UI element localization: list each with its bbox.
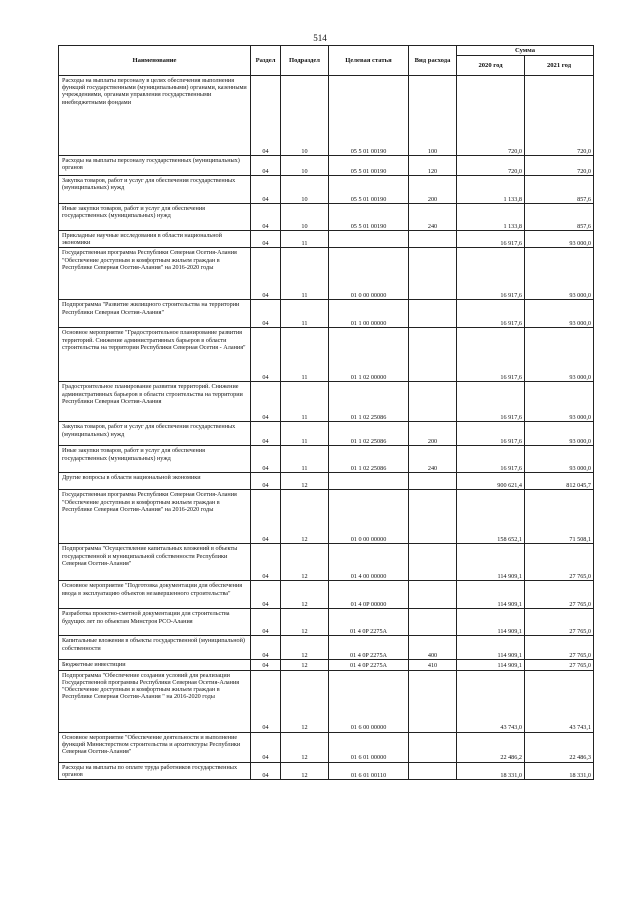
table-row bbox=[59, 762, 594, 779]
row-razdel-cell: 04 bbox=[251, 732, 281, 762]
row-target-article-cell: 01 4 0P 2275А bbox=[329, 609, 409, 636]
row-name-cell: Капитальные вложения в объекты государственной (муниципальной) собственности bbox=[59, 636, 251, 660]
row-podrazdel-cell: 10 bbox=[281, 204, 329, 231]
row-sum-2021-cell: 812 045,7 bbox=[525, 473, 594, 490]
row-podrazdel-cell: 12 bbox=[281, 732, 329, 762]
row-podrazdel-cell: 10 bbox=[281, 176, 329, 204]
table-row bbox=[59, 544, 594, 581]
row-podrazdel-cell: 12 bbox=[281, 670, 329, 732]
row-name-cell: Расходы на выплаты персоналу государственных (муниципальных) органов bbox=[59, 156, 251, 176]
row-expense-type-cell: 410 bbox=[409, 660, 457, 670]
row-sum-2021-cell: 93 000,0 bbox=[525, 422, 594, 446]
row-podrazdel-cell: 11 bbox=[281, 248, 329, 300]
row-target-article-cell: 01 4 0P 00000 bbox=[329, 581, 409, 609]
row-sum-2021-cell: 27 765,0 bbox=[525, 609, 594, 636]
row-name-cell: Градостроительное планирование развития территорий. Снижение административных барьеров в области строительства на территории Республики Северная Осетия-Алания bbox=[59, 382, 251, 422]
row-razdel-cell: 04 bbox=[251, 382, 281, 422]
row-name-cell: Бюджетные инвестиции bbox=[59, 660, 251, 670]
table-row bbox=[59, 732, 594, 762]
budget-table bbox=[58, 45, 594, 780]
row-expense-type-cell: 240 bbox=[409, 204, 457, 231]
row-name-cell: Прикладные научные исследования в области национальной экономики bbox=[59, 231, 251, 248]
row-podrazdel-cell: 11 bbox=[281, 300, 329, 328]
row-sum-2020-cell: 114 909,1 bbox=[457, 581, 525, 609]
row-expense-type-cell bbox=[409, 248, 457, 300]
row-sum-2020-cell: 900 621,4 bbox=[457, 473, 525, 490]
row-sum-2021-cell: 93 000,0 bbox=[525, 231, 594, 248]
row-target-article-cell: 05 5 01 00190 bbox=[329, 156, 409, 176]
table-row bbox=[59, 636, 594, 660]
row-sum-2020-cell: 22 486,2 bbox=[457, 732, 525, 762]
row-target-article-cell: 01 1 02 00000 bbox=[329, 328, 409, 382]
row-name-cell: Расходы на выплаты персоналу в целях обеспечения выполнения функций государственными (муниципальными) органами, казенными учреждениями, органами управления государственными внебюджетными фондами bbox=[59, 76, 251, 156]
row-expense-type-cell bbox=[409, 609, 457, 636]
row-target-article-cell: 01 6 00 00000 bbox=[329, 670, 409, 732]
row-sum-2021-cell: 18 331,0 bbox=[525, 762, 594, 779]
table-row bbox=[59, 156, 594, 176]
row-name-cell: Расходы на выплаты по оплате труда работников государственных органов bbox=[59, 762, 251, 779]
table-row bbox=[59, 422, 594, 446]
row-name-cell: Иные закупки товаров, работ и услуг для обеспечения государственных (муниципальных) нужд bbox=[59, 204, 251, 231]
table-row bbox=[59, 581, 594, 609]
row-target-article-cell: 05 5 01 00190 bbox=[329, 76, 409, 156]
row-target-article-cell: 01 6 01 00000 bbox=[329, 732, 409, 762]
row-razdel-cell: 04 bbox=[251, 156, 281, 176]
row-razdel-cell: 04 bbox=[251, 328, 281, 382]
row-name-cell: Иные закупки товаров, работ и услуг для обеспечения государственных (муниципальных) нужд bbox=[59, 446, 251, 473]
row-podrazdel-cell: 12 bbox=[281, 762, 329, 779]
row-expense-type-cell: 200 bbox=[409, 176, 457, 204]
row-sum-2020-cell: 1 133,8 bbox=[457, 176, 525, 204]
row-podrazdel-cell: 12 bbox=[281, 473, 329, 490]
row-name-cell: Подпрограмма "Осуществление капитальных вложений в объекты государственной и муниципальной собственности Республики Северная Осетия-Алания" bbox=[59, 544, 251, 581]
table-row bbox=[59, 300, 594, 328]
row-razdel-cell: 04 bbox=[251, 76, 281, 156]
row-sum-2021-cell: 857,6 bbox=[525, 204, 594, 231]
row-name-cell: Подпрограмма "Развитие жилищного строительства на территории Республики Северная Осетия-Алания" bbox=[59, 300, 251, 328]
row-target-article-cell: 01 6 01 00110 bbox=[329, 762, 409, 779]
row-expense-type-cell bbox=[409, 328, 457, 382]
table-row bbox=[59, 231, 594, 248]
row-name-cell: Разработка проектно-сметной документации для строительства будущих лет по объектам Минстроя РСО-Алания bbox=[59, 609, 251, 636]
row-podrazdel-cell: 12 bbox=[281, 636, 329, 660]
table-body bbox=[59, 76, 594, 780]
row-sum-2020-cell: 43 743,0 bbox=[457, 670, 525, 732]
row-sum-2021-cell: 93 000,0 bbox=[525, 446, 594, 473]
row-sum-2021-cell: 93 000,0 bbox=[525, 300, 594, 328]
row-razdel-cell: 04 bbox=[251, 248, 281, 300]
row-podrazdel-cell: 12 bbox=[281, 581, 329, 609]
table-row bbox=[59, 382, 594, 422]
row-target-article-cell: 01 0 00 00000 bbox=[329, 248, 409, 300]
header-target-article: Целевая статья bbox=[329, 46, 409, 76]
row-sum-2020-cell: 16 917,6 bbox=[457, 446, 525, 473]
row-podrazdel-cell: 10 bbox=[281, 156, 329, 176]
row-sum-2020-cell: 18 331,0 bbox=[457, 762, 525, 779]
row-expense-type-cell bbox=[409, 670, 457, 732]
row-sum-2020-cell: 720,0 bbox=[457, 156, 525, 176]
row-name-cell: Основное мероприятие "Обеспечение деятельности и выполнение функций Министерством строительства и архитектуры Республики Северная Осетия-Алания" bbox=[59, 732, 251, 762]
row-sum-2021-cell: 93 000,0 bbox=[525, 248, 594, 300]
row-target-article-cell: 01 0 00 00000 bbox=[329, 490, 409, 544]
row-expense-type-cell bbox=[409, 231, 457, 248]
table-row bbox=[59, 670, 594, 732]
header-expense-type: Вид расхода bbox=[409, 46, 457, 76]
table-row bbox=[59, 204, 594, 231]
row-podrazdel-cell: 12 bbox=[281, 490, 329, 544]
page-number: 514 bbox=[313, 33, 327, 43]
row-sum-2020-cell: 16 917,6 bbox=[457, 328, 525, 382]
row-razdel-cell: 04 bbox=[251, 231, 281, 248]
row-expense-type-cell bbox=[409, 581, 457, 609]
row-razdel-cell: 04 bbox=[251, 176, 281, 204]
table-row bbox=[59, 76, 594, 156]
header-sum: Сумма bbox=[457, 46, 594, 56]
row-sum-2020-cell: 114 909,1 bbox=[457, 660, 525, 670]
row-name-cell: Основное мероприятие "Подготовка документации для обеспечения ввода в эксплуатацию объектов незавершенного строительства" bbox=[59, 581, 251, 609]
row-target-article-cell: 01 1 02 25086 bbox=[329, 446, 409, 473]
row-sum-2021-cell: 720,0 bbox=[525, 76, 594, 156]
row-podrazdel-cell: 11 bbox=[281, 231, 329, 248]
row-expense-type-cell: 200 bbox=[409, 422, 457, 446]
row-name-cell: Закупка товаров, работ и услуг для обеспечения государственных (муниципальных) нужд bbox=[59, 176, 251, 204]
row-expense-type-cell bbox=[409, 544, 457, 581]
row-target-article-cell bbox=[329, 473, 409, 490]
header-year-2020: 2020 год bbox=[457, 56, 525, 76]
row-target-article-cell: 01 1 02 25086 bbox=[329, 382, 409, 422]
row-name-cell: Закупка товаров, работ и услуг для обеспечения государственных (муниципальных) нужд bbox=[59, 422, 251, 446]
row-target-article-cell: 01 4 0P 2275А bbox=[329, 660, 409, 670]
row-podrazdel-cell: 11 bbox=[281, 422, 329, 446]
row-sum-2021-cell: 71 508,1 bbox=[525, 490, 594, 544]
row-sum-2020-cell: 16 917,6 bbox=[457, 248, 525, 300]
row-razdel-cell: 04 bbox=[251, 609, 281, 636]
row-razdel-cell: 04 bbox=[251, 762, 281, 779]
row-target-article-cell bbox=[329, 231, 409, 248]
row-sum-2020-cell: 16 917,6 bbox=[457, 300, 525, 328]
header-year-2021: 2021 год bbox=[525, 56, 594, 76]
row-expense-type-cell bbox=[409, 382, 457, 422]
table-row bbox=[59, 446, 594, 473]
row-expense-type-cell: 400 bbox=[409, 636, 457, 660]
row-name-cell: Другие вопросы в области национальной экономики bbox=[59, 473, 251, 490]
row-target-article-cell: 01 4 0P 2275А bbox=[329, 636, 409, 660]
row-expense-type-cell bbox=[409, 490, 457, 544]
row-podrazdel-cell: 11 bbox=[281, 382, 329, 422]
row-sum-2020-cell: 720,0 bbox=[457, 76, 525, 156]
row-name-cell: Основное мероприятие "Градостроительное планирование развития территорий. Снижение административных барьеров в области строительства на территории Республики Северная Осетия - Алания" bbox=[59, 328, 251, 382]
row-podrazdel-cell: 11 bbox=[281, 446, 329, 473]
row-sum-2021-cell: 93 000,0 bbox=[525, 382, 594, 422]
row-sum-2021-cell: 27 765,0 bbox=[525, 581, 594, 609]
table-row bbox=[59, 328, 594, 382]
row-sum-2020-cell: 114 909,1 bbox=[457, 636, 525, 660]
table-row bbox=[59, 473, 594, 490]
row-name-cell: Подпрограмма "Обеспечение создания условий для реализации Государственной программы Республики Северная Осетия-Алания "Обеспечение доступным и комфортным жильем граждан в Республике Северная Осетия-Алания " на 2016-2020 годы bbox=[59, 670, 251, 732]
header-podrazdel: Подраздел bbox=[281, 46, 329, 76]
table-row bbox=[59, 176, 594, 204]
row-podrazdel-cell: 12 bbox=[281, 544, 329, 581]
row-podrazdel-cell: 12 bbox=[281, 609, 329, 636]
row-name-cell: Государственная программа Республики Северная Осетия-Алания "Обеспечение доступным и комфортным жильем граждан в Республике Северная Осетия-Алания" на 2016-2020 годы bbox=[59, 248, 251, 300]
table-row bbox=[59, 660, 594, 670]
header-name: Наименование bbox=[59, 46, 251, 76]
row-razdel-cell: 04 bbox=[251, 581, 281, 609]
row-expense-type-cell bbox=[409, 300, 457, 328]
row-target-article-cell: 01 4 00 00000 bbox=[329, 544, 409, 581]
row-razdel-cell: 04 bbox=[251, 300, 281, 328]
row-name-cell: Государственная программа Республики Северная Осетия-Алания "Обеспечение доступным и комфортным жильем граждан в Республике Северная Осетия-Алания" на 2016-2020 годы bbox=[59, 490, 251, 544]
row-target-article-cell: 01 1 02 25086 bbox=[329, 422, 409, 446]
row-expense-type-cell: 100 bbox=[409, 76, 457, 156]
row-sum-2021-cell: 720,0 bbox=[525, 156, 594, 176]
row-razdel-cell: 04 bbox=[251, 446, 281, 473]
row-sum-2020-cell: 16 917,6 bbox=[457, 422, 525, 446]
row-expense-type-cell bbox=[409, 473, 457, 490]
row-target-article-cell: 05 5 01 00190 bbox=[329, 204, 409, 231]
row-sum-2021-cell: 93 000,0 bbox=[525, 328, 594, 382]
row-razdel-cell: 04 bbox=[251, 544, 281, 581]
row-sum-2020-cell: 158 652,1 bbox=[457, 490, 525, 544]
row-podrazdel-cell: 12 bbox=[281, 660, 329, 670]
table-row bbox=[59, 248, 594, 300]
row-expense-type-cell: 240 bbox=[409, 446, 457, 473]
row-sum-2020-cell: 16 917,6 bbox=[457, 382, 525, 422]
row-expense-type-cell bbox=[409, 732, 457, 762]
table-row bbox=[59, 609, 594, 636]
row-razdel-cell: 04 bbox=[251, 660, 281, 670]
row-podrazdel-cell: 10 bbox=[281, 76, 329, 156]
row-target-article-cell: 01 1 00 00000 bbox=[329, 300, 409, 328]
row-sum-2021-cell: 27 765,0 bbox=[525, 636, 594, 660]
row-sum-2021-cell: 857,6 bbox=[525, 176, 594, 204]
row-razdel-cell: 04 bbox=[251, 204, 281, 231]
row-sum-2020-cell: 16 917,6 bbox=[457, 231, 525, 248]
row-podrazdel-cell: 11 bbox=[281, 328, 329, 382]
row-sum-2021-cell: 27 765,0 bbox=[525, 544, 594, 581]
row-sum-2020-cell: 114 909,1 bbox=[457, 544, 525, 581]
row-expense-type-cell: 120 bbox=[409, 156, 457, 176]
row-target-article-cell: 05 5 01 00190 bbox=[329, 176, 409, 204]
row-razdel-cell: 04 bbox=[251, 670, 281, 732]
row-razdel-cell: 04 bbox=[251, 636, 281, 660]
row-razdel-cell: 04 bbox=[251, 473, 281, 490]
row-expense-type-cell bbox=[409, 762, 457, 779]
table-row bbox=[59, 490, 594, 544]
row-sum-2021-cell: 27 765,0 bbox=[525, 660, 594, 670]
row-razdel-cell: 04 bbox=[251, 490, 281, 544]
row-razdel-cell: 04 bbox=[251, 422, 281, 446]
row-sum-2021-cell: 43 743,1 bbox=[525, 670, 594, 732]
row-sum-2021-cell: 22 486,3 bbox=[525, 732, 594, 762]
row-sum-2020-cell: 1 133,8 bbox=[457, 204, 525, 231]
header-razdel: Раздел bbox=[251, 46, 281, 76]
row-sum-2020-cell: 114 909,1 bbox=[457, 609, 525, 636]
